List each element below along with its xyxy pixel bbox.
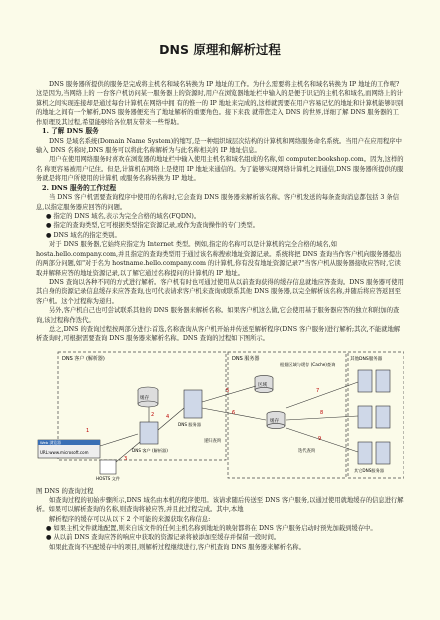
iterative-query-label: 迭代查询 (298, 448, 316, 454)
paragraph: 当 DNS 客户机需要查询程序中使用的名称时,它会查询 DNS 服务器来解析该名称。客户机发送的每条查询消息都包括 3 条信息,以指定服务器应回答的问题。 (36, 194, 400, 211)
paragraph: 总之,DNS 的查询过程按两部分进行:首选,名称查询从客户机开始并传送至解析程序(DNS 客户服务)进行解析;其次,不能就地解析查询时,可根据需要查询 DNS 服务器来解析名称。DNS 查询的过程如下图所示。 (36, 325, 401, 343)
zone-label: 区域 (258, 382, 267, 388)
heading-text: 了解 DNS 服务 (51, 127, 99, 136)
cache-label: 缓存 (140, 395, 149, 401)
other-server-icon-3 (358, 406, 372, 428)
intro-paragraph: DNS 服务器所提供的服务是完成将主机名和域名转换为 IP 地址的工作。为什么需要将主机名和域名转换为 IP 地址的工作呢?这是因为,当网络上的 一台客户机访问某一服务器上的资源时,用户在浏览器地址栏中输入的是便于识记的主机名和域名,而网络上的计算机之间实现连接却是通过每台计算机在网络中拥 有的惟一的 IP 地址来完成的,这样就需要在用户容易记忆的地址和计算机能够识别的地址之间有一个解析,DNS 服务器便充当了地址解析的重要角色。接下来我 就带您走入 DNS 的世界,详细了解 DNS 服务器的工作原理及其过程,希望能够给各位朋友带来一些帮助。 (36, 81, 404, 126)
paragraph: 另外,客户机自己也可尝试联系其他的 DNS 服务器来解析名称。如果客户机这么做,它会使用基于服务器应答的独立和附加的查询,该过程称作迭代。 (36, 307, 400, 324)
recursive-query-label: 递归查询 (204, 438, 222, 444)
other-server-icon-1 (358, 370, 372, 392)
figure-caption: 图 DNS 的查询过程 (36, 486, 94, 495)
list-item: ● 从以前 DNS 查询应答的响应中获取的资源记录将被添加至缓存并保留一段时间。 (36, 533, 404, 542)
dns-server-icon (184, 390, 202, 418)
server-area-label: DNS 服务器 (232, 355, 260, 362)
section-heading: 1. 了解 DNS 服务 (42, 127, 99, 136)
other-server-icon-5 (358, 442, 372, 464)
heading-text: DNS 服务的工作过程 (51, 183, 117, 192)
diagram-svg (36, 348, 404, 484)
page-title: DNS 原理和解析过程 (159, 42, 281, 57)
other-servers-label: 其他DNS服务器 (350, 356, 383, 362)
step-6: 6 (232, 409, 236, 416)
paragraph: 如果此查询不匹配缓存中的项目,则解析过程继续进行,客户机查询 DNS 服务器来解析名称。 (49, 543, 305, 551)
step-4: 4 (166, 413, 170, 420)
url-label: URL:www.microsoft.com (40, 449, 89, 455)
resolver-label: DNS 客户 (解析器) (132, 447, 168, 453)
list-item: ● DNS 域名的指定类别。 (36, 231, 404, 240)
step-7: 7 (316, 387, 320, 394)
step-1: 1 (86, 427, 90, 434)
server-cache-label: 缓存 (270, 418, 279, 424)
web-browser-label: Web 浏览器 (40, 439, 61, 445)
dns-server-label: DNS 服务器 (178, 421, 201, 427)
paragraph: 用户在使用网络服务时喜欢在浏览器的地址栏中输入使用主机名和域名组成的名称,如 computer.bookshop.com。因为,这样的名 称更容易被用户记住。但是,计算机在网络上是使用 IP 地址来通信的。为了能够实现网络计算机之间通信,DNS 服务器所提供的服务就是将用户所使用的计算机 或服务名称转换为 IP 地址。 (36, 156, 404, 183)
step-5: 5 (226, 387, 230, 394)
resolver-server-icon (140, 422, 158, 444)
step-3: 3 (124, 455, 128, 462)
step-2: 2 (151, 411, 155, 418)
paragraph: DNS 是域名系统(Domain Name System)的缩写,是一种组织域层次结构的计算机和网络服务命名系统。当用户在应用程序中输入 DNS 名称时,DNS 服务可以将此名称解析为与此名称相关的 IP 地址信息。 (36, 137, 402, 155)
other-server-icon-6 (376, 442, 390, 464)
other-servers-caption: 其它DNS服务器 (354, 467, 384, 473)
paragraph: 如查询过程的初始步骤所示,DNS 域名由本机的程序使用。该请求随后传送至 DNS 客户服务,以通过使用就地缓存的信息进行解析。如果可以解析查询的名称,则查询将被应答,并且此过程完成。其中,本地 (36, 496, 404, 514)
other-server-icon-2 (376, 370, 390, 392)
cache-note-label: 根据区域与缓存 (Cache)查询 (280, 361, 336, 367)
hosts-file-icon (100, 460, 116, 474)
other-server-icon-4 (376, 406, 390, 428)
step-9: 9 (318, 435, 322, 442)
dns-query-diagram (36, 348, 404, 484)
hosts-label: HOSTS 文件 (96, 475, 121, 481)
list-item: ● 指定的查询类型,它可根据类型指定资源记录,或作为查询操作的专门类型。 (36, 221, 404, 230)
client-label: DNS 客户 (解析器) (62, 355, 105, 362)
section-heading: 2. DNS 服务的工作过程 (42, 183, 117, 192)
list-item: ● 如果主机文件就地配置,则来自该文件的任何主机名称到地址的映射都将在 DNS 客户服务启动时预先加载到缓存中。 (36, 524, 404, 533)
paragraph: DNS 查询以各种不同的方式进行解析。客户机有时也可通过使用从以前查询获得的缓存信息就地应答查询。DNS 服务器可使用其自身的资源记录信息缓存来应答查询,也可代表请求客户机来查询或联系其他 DNS 服务器,以完全解析该名称,并随后将应答返回至客户机。这个过程称为递归。 (36, 278, 404, 305)
step-8: 8 (320, 409, 324, 416)
paragraph: 对于 DNS 服务器,它始终应指定为 Internet 类型。例如,指定的名称可以是计算机的完全合格的域名,如 hosta.hello.company.com,并且指定的查询类型用于通过该名称搜索地址资源记录。系统将把 DNS 查询当作客户机向服务器提出的两部分问题,如"对于名为 hostname.hello.company.com 的计算机,你有没有地址资源记录?"当客户机从服务器接收应答时,它读取并解释应答的地址资源记录,以了解它通过名称提问的计算机的 IP 地址。 (36, 241, 402, 277)
list-item: ● 指定的 DNS 域名,表示为完全合格的域名(FQDN)。 (36, 212, 404, 221)
paragraph: 解析程序的缓存可以从以下 2 个可能的来源获取名称信息: (49, 515, 211, 523)
